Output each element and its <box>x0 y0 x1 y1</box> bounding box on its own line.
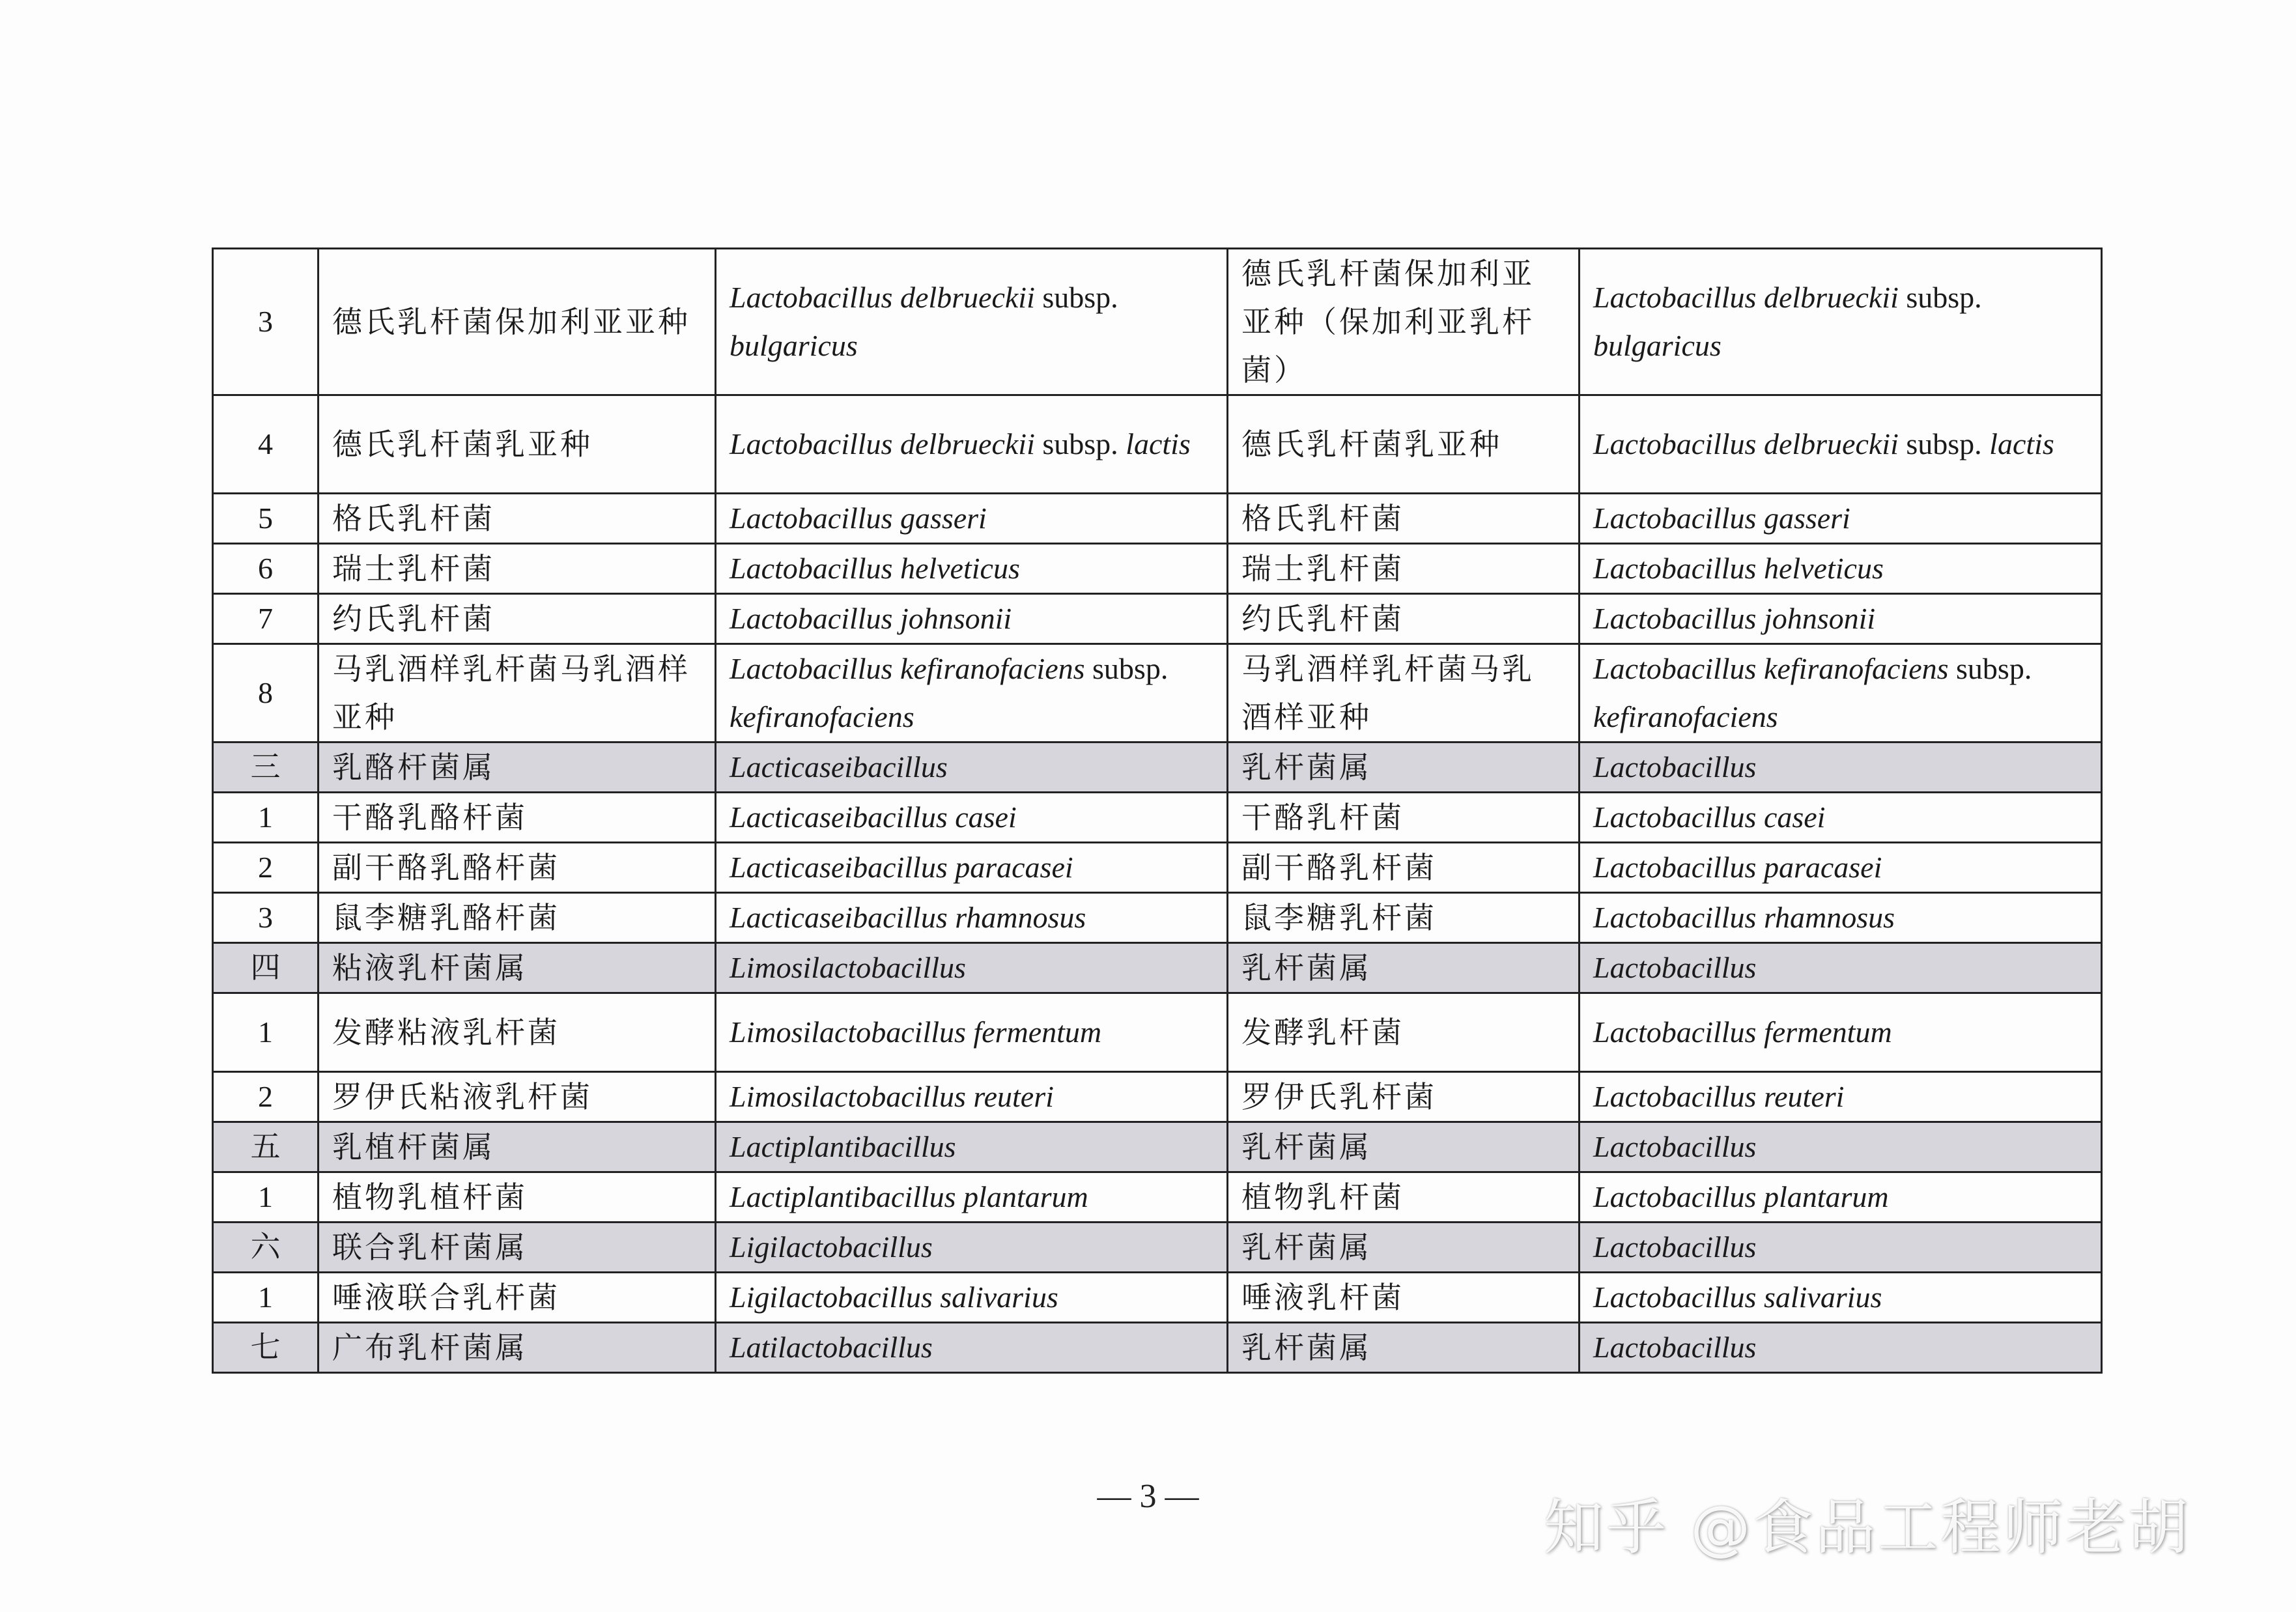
subspecies-abbreviation: subsp. <box>1042 427 1118 460</box>
table-row <box>213 644 2102 742</box>
table-row <box>213 494 2102 544</box>
genus-row <box>213 1122 2102 1172</box>
row-number: 3 <box>213 893 319 943</box>
row-number: 六 <box>213 1223 319 1273</box>
old-latin-name: Lactobacillus paracasei <box>1580 843 2102 893</box>
subspecies-abbreviation: subsp. <box>1956 652 2032 685</box>
old-chinese-name: 德氏乳杆菌乳亚种 <box>1228 395 1580 494</box>
new-chinese-name: 副干酪乳酪杆菌 <box>319 843 716 893</box>
old-latin-name: Lactobacillus delbrueckii subsp. lactis <box>1580 395 2102 494</box>
species-name-table <box>212 247 2103 1374</box>
new-latin-name: Latilactobacillus <box>716 1323 1228 1373</box>
old-latin-name: Lactobacillus helveticus <box>1580 544 2102 594</box>
new-chinese-name: 乳植杆菌属 <box>319 1122 716 1172</box>
new-chinese-name: 植物乳植杆菌 <box>319 1172 716 1223</box>
old-chinese-name: 植物乳杆菌 <box>1228 1172 1580 1223</box>
old-chinese-name: 乳杆菌属 <box>1228 1223 1580 1273</box>
new-chinese-name: 联合乳杆菌属 <box>319 1223 716 1273</box>
old-chinese-name: 格氏乳杆菌 <box>1228 494 1580 544</box>
old-latin-name: Lactobacillus delbrueckii subsp. bulgaricus <box>1580 249 2102 395</box>
table-row <box>213 1172 2102 1223</box>
new-chinese-name: 干酪乳酪杆菌 <box>319 793 716 843</box>
old-chinese-name: 唾液乳杆菌 <box>1228 1273 1580 1323</box>
row-number: 4 <box>213 395 319 494</box>
new-latin-name: Limosilactobacillus reuteri <box>716 1072 1228 1122</box>
new-latin-name: Lactobacillus helveticus <box>716 544 1228 594</box>
table-row <box>213 544 2102 594</box>
row-number: 3 <box>213 249 319 395</box>
subspecies-abbreviation: subsp. <box>1906 281 1982 314</box>
new-chinese-name: 粘液乳杆菌属 <box>319 943 716 993</box>
new-latin-name: Lactiplantibacillus plantarum <box>716 1172 1228 1223</box>
subspecies-abbreviation: subsp. <box>1092 652 1169 685</box>
old-chinese-name: 副干酪乳杆菌 <box>1228 843 1580 893</box>
genus-row <box>213 1323 2102 1373</box>
row-number: 七 <box>213 1323 319 1373</box>
new-chinese-name: 德氏乳杆菌乳亚种 <box>319 395 716 494</box>
row-number: 三 <box>213 742 319 793</box>
new-chinese-name: 马乳酒样乳杆菌马乳酒样亚种 <box>319 644 716 742</box>
new-latin-name: Lacticaseibacillus rhamnosus <box>716 893 1228 943</box>
new-latin-name: Lactobacillus kefiranofaciens subsp. kefiranofaciens <box>716 644 1228 742</box>
page-number: — 3 — <box>1097 1478 1199 1515</box>
old-chinese-name: 乳杆菌属 <box>1228 1122 1580 1172</box>
old-latin-name: Lactobacillus plantarum <box>1580 1172 2102 1223</box>
table-row <box>213 1273 2102 1323</box>
row-number: 1 <box>213 1273 319 1323</box>
old-latin-name: Lactobacillus fermentum <box>1580 993 2102 1072</box>
subspecies-abbreviation: subsp. <box>1906 427 1982 460</box>
genus-row <box>213 742 2102 793</box>
genus-row <box>213 1223 2102 1273</box>
genus-row <box>213 943 2102 993</box>
old-chinese-name: 乳杆菌属 <box>1228 1323 1580 1373</box>
new-latin-name: Ligilactobacillus salivarius <box>716 1273 1228 1323</box>
table-row <box>213 893 2102 943</box>
old-chinese-name: 乳杆菌属 <box>1228 742 1580 793</box>
row-number: 四 <box>213 943 319 993</box>
row-number: 1 <box>213 793 319 843</box>
old-chinese-name: 发酵乳杆菌 <box>1228 993 1580 1072</box>
row-number: 7 <box>213 594 319 644</box>
new-chinese-name: 鼠李糖乳酪杆菌 <box>319 893 716 943</box>
new-latin-name: Lactobacillus gasseri <box>716 494 1228 544</box>
new-latin-name: Ligilactobacillus <box>716 1223 1228 1273</box>
old-chinese-name: 乳杆菌属 <box>1228 943 1580 993</box>
old-chinese-name: 德氏乳杆菌保加利亚亚种（保加利亚乳杆菌） <box>1228 249 1580 395</box>
new-chinese-name: 格氏乳杆菌 <box>319 494 716 544</box>
old-latin-name: Lactobacillus reuteri <box>1580 1072 2102 1122</box>
new-latin-name: Limosilactobacillus <box>716 943 1228 993</box>
table-row <box>213 395 2102 494</box>
watermark-text: 知乎 @食品工程师老胡 <box>1544 1493 2191 1563</box>
table-row <box>213 1072 2102 1122</box>
new-latin-name: Lacticaseibacillus <box>716 742 1228 793</box>
old-latin-name: Lactobacillus johnsonii <box>1580 594 2102 644</box>
new-chinese-name: 德氏乳杆菌保加利亚亚种 <box>319 249 716 395</box>
old-chinese-name: 干酪乳杆菌 <box>1228 793 1580 843</box>
old-chinese-name: 瑞士乳杆菌 <box>1228 544 1580 594</box>
new-chinese-name: 约氏乳杆菌 <box>319 594 716 644</box>
new-latin-name: Lactobacillus johnsonii <box>716 594 1228 644</box>
new-chinese-name: 乳酪杆菌属 <box>319 742 716 793</box>
old-latin-name: Lactobacillus <box>1580 1323 2102 1373</box>
new-latin-name: Lactobacillus delbrueckii subsp. bulgaricus <box>716 249 1228 395</box>
old-latin-name: Lactobacillus <box>1580 742 2102 793</box>
old-latin-name: Lactobacillus <box>1580 943 2102 993</box>
row-number: 6 <box>213 544 319 594</box>
row-number: 1 <box>213 1172 319 1223</box>
new-latin-name: Limosilactobacillus fermentum <box>716 993 1228 1072</box>
old-latin-name: Lactobacillus <box>1580 1122 2102 1172</box>
table-row <box>213 843 2102 893</box>
new-latin-name: Lacticaseibacillus casei <box>716 793 1228 843</box>
old-latin-name: Lactobacillus gasseri <box>1580 494 2102 544</box>
new-latin-name: Lacticaseibacillus paracasei <box>716 843 1228 893</box>
new-chinese-name: 唾液联合乳杆菌 <box>319 1273 716 1323</box>
old-chinese-name: 约氏乳杆菌 <box>1228 594 1580 644</box>
new-chinese-name: 发酵粘液乳杆菌 <box>319 993 716 1072</box>
old-chinese-name: 罗伊氏乳杆菌 <box>1228 1072 1580 1122</box>
new-chinese-name: 瑞士乳杆菌 <box>319 544 716 594</box>
row-number: 2 <box>213 1072 319 1122</box>
table-row <box>213 993 2102 1072</box>
row-number: 1 <box>213 993 319 1072</box>
new-latin-name: Lactiplantibacillus <box>716 1122 1228 1172</box>
old-latin-name: Lactobacillus casei <box>1580 793 2102 843</box>
row-number: 五 <box>213 1122 319 1172</box>
old-latin-name: Lactobacillus <box>1580 1223 2102 1273</box>
old-chinese-name: 马乳酒样乳杆菌马乳酒样亚种 <box>1228 644 1580 742</box>
old-latin-name: Lactobacillus salivarius <box>1580 1273 2102 1323</box>
table-row <box>213 793 2102 843</box>
old-chinese-name: 鼠李糖乳杆菌 <box>1228 893 1580 943</box>
new-chinese-name: 罗伊氏粘液乳杆菌 <box>319 1072 716 1122</box>
old-latin-name: Lactobacillus kefiranofaciens subsp. kefiranofaciens <box>1580 644 2102 742</box>
old-latin-name: Lactobacillus rhamnosus <box>1580 893 2102 943</box>
table-row <box>213 594 2102 644</box>
new-chinese-name: 广布乳杆菌属 <box>319 1323 716 1373</box>
new-latin-name: Lactobacillus delbrueckii subsp. lactis <box>716 395 1228 494</box>
table-row <box>213 249 2102 395</box>
row-number: 8 <box>213 644 319 742</box>
row-number: 2 <box>213 843 319 893</box>
row-number: 5 <box>213 494 319 544</box>
subspecies-abbreviation: subsp. <box>1042 281 1118 314</box>
